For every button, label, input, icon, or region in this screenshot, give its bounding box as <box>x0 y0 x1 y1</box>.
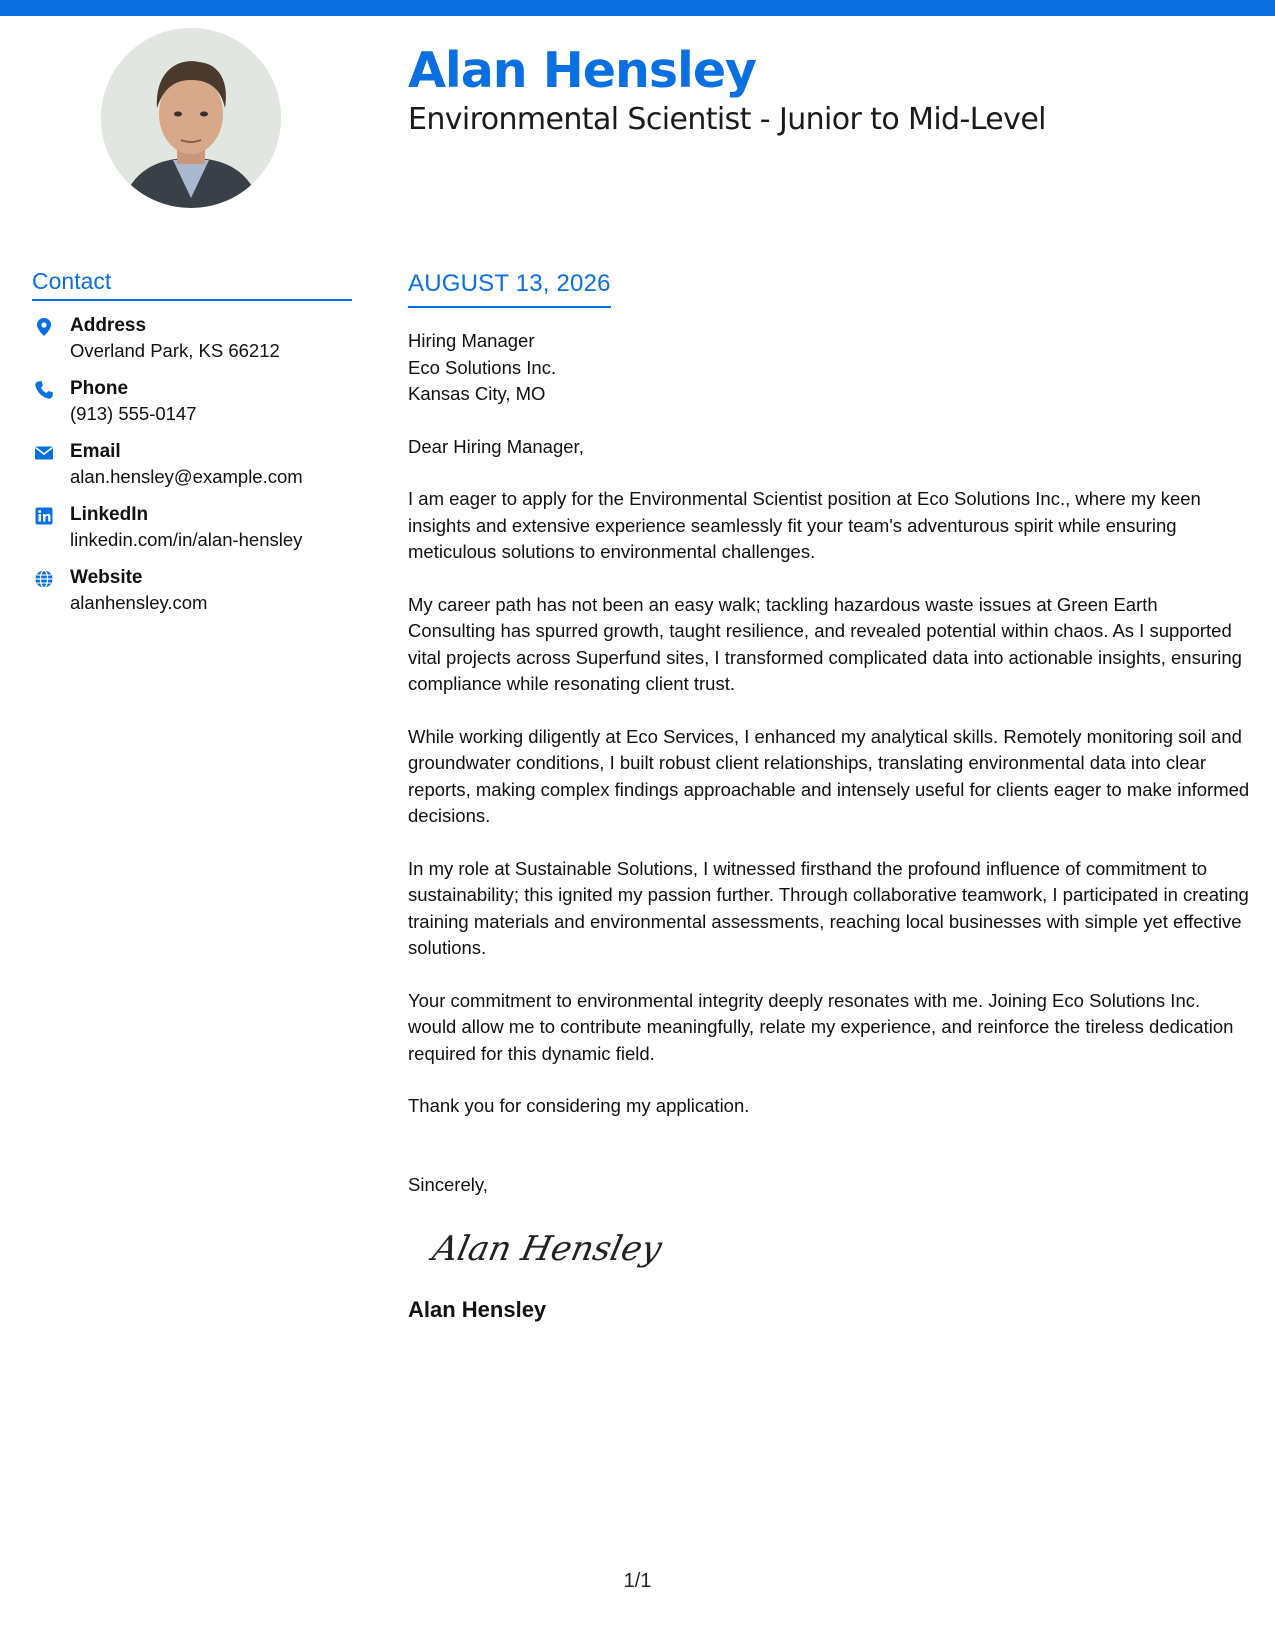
contact-label: Address <box>70 315 147 336</box>
recipient-line: Kansas City, MO <box>408 383 546 404</box>
linkedin-icon <box>34 506 54 526</box>
contact-label: Website <box>70 567 143 588</box>
paragraph: While working diligently at Eco Services, I enhanced my analytical skills. Remotely monitoring soil and groundwater conditions, I built robust client relationships, translating environmental data into clear reports, making complex findings approachable and intensely useful for clients eager to make informed decisions. <box>408 725 1250 826</box>
contact-item-address <box>32 313 352 376</box>
envelope-icon <box>34 443 54 463</box>
letter-date: AUGUST 13, 2026 <box>408 268 611 308</box>
top-accent-bar <box>0 0 1275 16</box>
contact-item-email <box>32 439 352 502</box>
handwritten-signature <box>428 1218 668 1278</box>
email-value[interactable]: alan.hensley@example.com <box>70 466 303 487</box>
address-value: Overland Park, KS 66212 <box>70 340 280 361</box>
paragraph: Thank you for considering my application. <box>408 1095 750 1116</box>
portrait-photo <box>101 28 281 208</box>
candidate-name: Alan Hensley <box>408 42 756 99</box>
recipient-block <box>408 328 1250 408</box>
contact-item-linkedin <box>32 502 352 565</box>
globe-icon <box>34 569 54 589</box>
contact-item-website <box>32 565 352 628</box>
paragraph: I am eager to apply for the Environmental Scientist position at Eco Solutions Inc., where my keen insights and extensive experience seamlessly fit your team's adventurous spirit while ensuring meticulous solutions to environmental challenges. <box>408 488 1201 562</box>
linkedin-value[interactable]: linkedin.com/in/alan-hensley <box>70 529 303 550</box>
contact-label: Email <box>70 441 121 462</box>
job-title: Environmental Scientist - Junior to Mid-Level <box>408 102 1046 137</box>
salutation: Dear Hiring Manager, <box>408 435 584 457</box>
contact-heading: Contact <box>32 266 352 301</box>
letter-body <box>408 268 1250 1325</box>
website-value[interactable]: alanhensley.com <box>70 592 208 613</box>
signed-name: Alan Hensley <box>408 1297 547 1322</box>
closing: Sincerely, <box>408 1173 488 1195</box>
paragraph: Your commitment to environmental integrity deeply resonates with me. Joining Eco Solutions Inc. would allow me to contribute meaningfully, relate my experience, and reinforce the tireless dedication required for this dynamic field. <box>408 989 1234 1064</box>
page-number: 1/1 <box>623 1570 652 1592</box>
phone-value: (913) 555-0147 <box>70 403 197 424</box>
paragraph: In my role at Sustainable Solutions, I witnessed firsthand the profound influence of commitment to sustainability; this ignited my passion further. Through collaborative teamwork, I participated in creating training materials and environmental assessments, reaching local businesses with simple yet effective solutions. <box>408 857 1249 958</box>
recipient-line: Hiring Manager <box>408 330 535 351</box>
avatar <box>101 28 281 208</box>
paragraph: My career path has not been an easy walk; tackling hazardous waste issues at Green Earth Consulting has spurred growth, taught resilience, and revealed potential within chaos. As I supported vital projects across Superfund sites, I transformed complicated data into actionable insights, ensuring compliance while resonating client trust. <box>408 593 1242 694</box>
contact-label: LinkedIn <box>70 504 149 525</box>
phone-icon <box>34 380 54 400</box>
contact-label: Phone <box>70 378 129 399</box>
contact-item-phone <box>32 376 352 439</box>
recipient-line: Eco Solutions Inc. <box>408 356 557 378</box>
contact-sidebar <box>32 266 352 628</box>
map-pin-icon <box>34 317 54 337</box>
svg-text:Alan Hensley: Alan Hensley <box>429 1229 666 1269</box>
